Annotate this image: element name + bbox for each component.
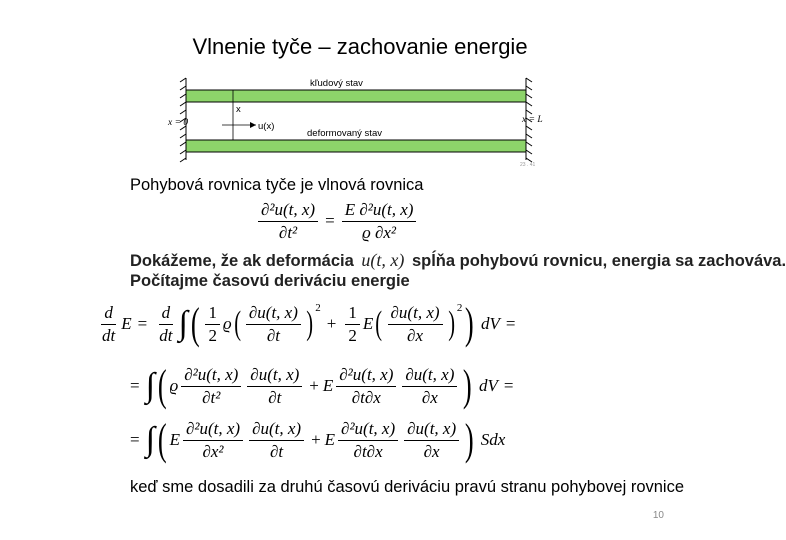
energy-eq-2: = ∫ ( ϱ $\frac{\text{∂²u(t, x)}}{\text{∂t²}}$ $\frac{\partial u(t, x)}{\partial t}$ + E $\frac{\text{∂²u(t, x)}}{\partial t\partial x}$ $\frac{\partial u(t, x)}{\partial x}$ ) dV = bbox=[130, 361, 514, 410]
label-xL: x = L bbox=[522, 115, 543, 125]
compute-line: Počítajme časovú deriváciu energie bbox=[130, 272, 410, 290]
footer-text: keď sme dosadili za druhú časovú deriváciu pravú stranu pohybovej rovnice bbox=[130, 478, 685, 496]
u-arrowhead bbox=[250, 122, 256, 128]
label-deformed: deformovaný stav bbox=[307, 128, 382, 139]
page-number: 10 bbox=[652, 510, 664, 521]
claim-line: Dokážeme, že ak deformácia u(t, x) spĺňa pohybovú rovnicu, energia sa zachováva. bbox=[130, 250, 786, 270]
label-rest: kľudový stav bbox=[310, 78, 363, 89]
deformed-bar bbox=[186, 140, 526, 152]
slide-title: Vlnenie tyče – zachovanie energie bbox=[192, 34, 528, 59]
wave-equation: $\frac{\text{∂²u(t, x)}}{\text{∂t²}}$ = $\frac{\text{E ∂²u(t, x)}}{\text{ϱ ∂x²}}$ bbox=[255, 200, 419, 242]
wave-lhs: $\frac{\text{∂²u(t, x)}}{\text{∂t²}}$ bbox=[258, 200, 318, 242]
label-u: u(x) bbox=[258, 121, 275, 132]
rest-bar bbox=[186, 90, 526, 102]
wave-rhs: $\frac{\text{E ∂²u(t, x)}}{\text{ϱ ∂x²}}$ bbox=[342, 200, 417, 242]
label-x0: x = 0 bbox=[168, 118, 189, 128]
intro-text: Pohybová rovnica tyče je vlnová rovnica bbox=[130, 176, 424, 194]
figure-credit: 23 . 41 bbox=[520, 162, 536, 168]
energy-eq-1: $\frac{d}{dt}$ E = $\frac{d}{dt}$ ∫ ( $\frac{1}{2}$ ϱ ( $\frac{\partial u(t, x)}{\partial t}$ ) $^2$ + $\frac{1}{2}$ E ( $\frac{\partial u(t, x)}{\partial x}$ ) $^2$ ) dV = bbox=[102, 299, 516, 348]
energy-eq-3: = ∫ ( E $\frac{\text{∂²u(t, x)}}{\text{∂x²}}$ $\frac{\partial u(t, x)}{\partial t}$ + E $\frac{\text{∂²u(t, x)}}{\partial t\partial x}$ $\frac{\partial u(t, x)}{\partial x}$ ) Sdx bbox=[130, 415, 506, 464]
rod-diagram bbox=[160, 70, 560, 170]
label-x: x bbox=[236, 104, 241, 115]
